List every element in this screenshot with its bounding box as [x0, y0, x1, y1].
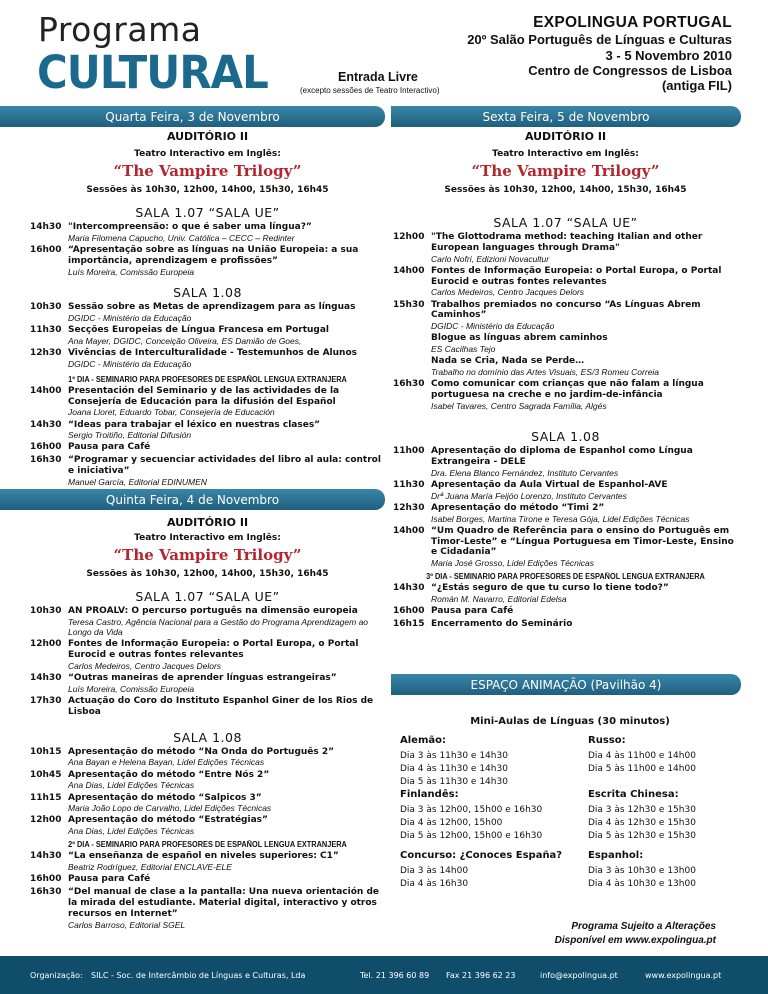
lesson-time: Dia 4 às 10h30 e 13h00 — [588, 879, 696, 890]
event-speaker: ES Cacilhas Tejo — [431, 344, 496, 355]
animation-bar: ESPAÇO ANIMAÇÃO (Pavilhão 4) — [391, 674, 741, 695]
seminar-title: 1º DIA - SEMINARIO PARA PROFESORES DE ESPAÑOL LENGUA EXTRANJERA — [68, 374, 347, 384]
event-item — [30, 325, 385, 336]
event-time: 14h30 — [393, 583, 425, 594]
event-time: 16h30 — [30, 455, 62, 466]
lesson-block-chinese — [588, 789, 743, 843]
event-speaker: Carlos Barroso, Editorial SGEL — [68, 919, 186, 930]
event-speaker: Isabel Tavares, Centro Sagrada Família, Algés — [431, 400, 607, 411]
lesson-time: Dia 4 às 11h30 e 14h30 — [400, 764, 508, 775]
event-speaker: DGIDC - Ministério da Educação — [68, 312, 192, 323]
event-item — [30, 455, 385, 477]
event-time: 16h00 — [30, 874, 62, 885]
lesson-time: Dia 4 às 12h00, 15h00 — [400, 818, 503, 829]
play-sessions: Sessões às 10h30, 12h00, 14h00, 15h30, 16h45 — [86, 569, 329, 579]
event-time: 15h30 — [393, 299, 425, 310]
play-title: “The Vampire Trilogy” — [113, 162, 302, 180]
friday-section — [393, 130, 738, 630]
event-speaker: Maria João Lopo de Carvalho, Lidel Edições Técnicas — [68, 803, 272, 814]
lesson-times — [400, 750, 565, 789]
event-item — [393, 379, 738, 401]
footer-fax: Fax 21 396 62 23 — [446, 970, 516, 980]
event-item — [393, 619, 738, 630]
event-item — [393, 526, 738, 558]
event-title: Secções Europeias de Língua Francesa em Portugal — [68, 324, 330, 335]
event-title: Apresentação da Aula Virtual de Espanhol-AVE — [431, 479, 668, 490]
lesson-name: Alemão: — [400, 735, 446, 746]
event-title: AN PROALV: O percurso português na dimensão europeia — [68, 606, 358, 616]
lesson-block-finnish — [400, 789, 575, 843]
room-title: SALA 1.08 — [173, 729, 242, 745]
event-time: 14h30 — [30, 851, 62, 862]
event-dates: 3 - 5 Novembro 2010 — [605, 47, 732, 63]
seminar-events — [30, 851, 385, 929]
event-title: Encerramento do Seminário — [431, 619, 573, 630]
event-time: 16h00 — [393, 606, 425, 617]
lesson-time: Dia 5 às 11h30 e 14h30 — [400, 777, 508, 788]
event-item — [30, 639, 385, 661]
auditorium-title: AUDITÓRIO II — [166, 516, 249, 529]
event-title: “Apresentação sobre as línguas na União Europeia: a sua importância, aprendizagem e profissões” — [68, 244, 359, 266]
lesson-times — [400, 804, 575, 843]
event-title: "The Glottodrama method: teaching Italian and other European languages through Drama" — [431, 232, 703, 253]
event-speaker: Ana Mayer, DGIDC, Conceição Oliveira, ES Damião de Goes, — [68, 335, 302, 346]
lesson-name: Finlandês: — [400, 789, 459, 800]
event-item — [30, 442, 385, 453]
room-title: SALA 1.07 “SALA UE” — [135, 205, 280, 220]
day-bar-thursday: Quinta Feira, 4 de Novembro — [0, 489, 385, 510]
event-speaker: Teresa Castro, Agência Nacional para a Gestão do Programa Aprendizagem ao Longo da Vida — [68, 616, 369, 637]
lesson-time: Dia 3 às 12h30 e 15h30 — [588, 805, 696, 815]
lesson-times — [400, 865, 585, 891]
event-subtitle: 20º Salão Português de Línguas e Culturas — [467, 32, 732, 48]
day-bar-friday: Sexta Feira, 5 de Novembro — [391, 106, 741, 127]
event-title: Vivências de Interculturalidade - Testemunhos de Alunos — [68, 347, 357, 358]
event-time: 14h00 — [30, 385, 62, 396]
event-item — [30, 386, 385, 408]
event-title: Pausa para Café — [68, 442, 151, 453]
event-time: 11h30 — [30, 324, 62, 335]
event-speaker: Maria Filomena Capucho, Univ. Católica – CECC – Redinter — [68, 232, 295, 243]
room-title: SALA 1.08 — [173, 284, 242, 300]
room-title: SALA 1.08 — [531, 429, 600, 445]
event-speaker: Isabel Borges, Martina Tirone e Teresa Gója, Lidel Edições Técnicas — [431, 513, 690, 524]
event-item — [30, 770, 385, 781]
event-item — [30, 851, 385, 862]
event-speaker: Beatriz Rodríguez, Editorial ENCLAVE-ELE — [68, 862, 232, 873]
event-time: 11h30 — [393, 479, 425, 490]
play-title: “The Vampire Trilogy” — [113, 546, 302, 564]
auditorium-subtitle: Teatro Interactivo em Inglês: — [134, 533, 281, 543]
lesson-time: Dia 3 às 12h00, 15h00 e 16h30 — [400, 805, 543, 815]
event-item — [30, 696, 385, 718]
event-item — [30, 302, 385, 313]
event-title: “Programar y secuenciar actividades del libro al aula: control e iniciativa” — [68, 455, 381, 477]
note-website: Disponível em www.expolingua.pt — [554, 934, 716, 946]
event-item — [30, 348, 385, 359]
lesson-time: Dia 4 às 16h30 — [400, 879, 469, 890]
event-title: Fontes de Informação Europeia: o Portal Europa, o Portal Eurocid e outras fontes relevantes — [431, 265, 722, 287]
event-speaker: Luís Moreira, Comissão Europeia — [68, 266, 195, 277]
auditorium-subtitle: Teatro Interactivo em Inglês: — [492, 149, 639, 159]
room-events — [30, 747, 385, 837]
event-speaker: Ana Bayan e Helena Bayan, Lidel Edições Técnicas — [68, 757, 265, 768]
event-time: 16h30 — [30, 887, 62, 898]
event-item — [393, 446, 738, 468]
room-title: SALA 1.07 “SALA UE” — [135, 589, 280, 604]
event-time: 11h00 — [393, 446, 425, 457]
lesson-name: Concurso: ¿Conoces España? — [400, 850, 563, 861]
event-item — [393, 356, 738, 367]
lesson-block-russian — [588, 735, 743, 776]
seminar-events — [30, 386, 385, 487]
event-title: Apresentação do método “Salpicos 3” — [68, 792, 262, 803]
note-changes: Programa Sujeito a Alterações — [571, 921, 716, 932]
event-time: 12h00 — [30, 639, 62, 650]
event-time: 14h00 — [393, 265, 425, 276]
lesson-name: Espanhol: — [588, 850, 644, 861]
room-events — [393, 232, 738, 411]
event-time: 10h15 — [30, 746, 62, 757]
play-title: “The Vampire Trilogy” — [471, 162, 660, 180]
event-time: 10h45 — [30, 769, 62, 780]
play-sessions: Sessões às 10h30, 12h00, 14h00, 15h30, 16h45 — [444, 185, 687, 195]
event-title: Sessão sobre as Metas de aprendizagem para as línguas — [68, 301, 356, 312]
room-title: SALA 1.07 “SALA UE” — [493, 215, 638, 230]
event-info — [467, 14, 732, 94]
event-item — [30, 747, 385, 758]
room-events — [30, 222, 385, 277]
event-speaker: Drª Juana María Feijóo Lorenzo, Instituto Cervantes — [431, 490, 627, 501]
auditorium-title: AUDITÓRIO II — [524, 130, 607, 143]
event-speaker: Carlo Nofri, Edizioni Novacultur — [431, 253, 550, 264]
logo-cultural: CULTURAL — [37, 46, 268, 99]
event-time: 16h00 — [30, 244, 62, 255]
event-speaker: Maria José Grosso, Lidel Edições Técnicas — [431, 558, 594, 569]
event-time: 16h30 — [393, 379, 425, 390]
event-item — [30, 245, 385, 267]
lesson-times — [588, 804, 743, 843]
event-speaker: Dra. Elena Blanco Fernández, Instituto Cervantes — [431, 467, 619, 478]
event-time: 11h15 — [30, 792, 62, 803]
event-time — [393, 356, 431, 367]
event-time: 14h30 — [30, 222, 62, 232]
event-item — [30, 887, 385, 919]
event-time: 12h00 — [30, 815, 62, 826]
event-item — [30, 793, 385, 804]
event-title: EXPOLINGUA PORTUGAL — [533, 14, 732, 31]
thursday-section — [30, 516, 385, 930]
event-time: 14h00 — [393, 525, 425, 536]
event-time: 16h00 — [30, 442, 62, 453]
event-title: Apresentação do diploma de Espanhol como Língua Extrangeira - DELE — [431, 446, 693, 467]
event-speaker: Joana Lloret, Eduardo Tobar, Consejería de Educación — [68, 407, 275, 418]
lesson-block-german — [400, 735, 565, 789]
event-title: Apresentação do método “Na Onda do Português 2” — [68, 746, 335, 757]
lesson-block-spanish — [588, 850, 743, 891]
seminar-events — [393, 583, 738, 630]
lesson-time: Dia 5 às 12h30 e 15h30 — [588, 831, 696, 842]
event-time: 16h15 — [393, 619, 425, 630]
event-title: Apresentação do método “Estratégias” — [68, 815, 268, 826]
event-speaker: Luís Moreira, Comissão Europeia — [68, 683, 195, 694]
event-title: Nada se Cria, Nada se Perde… — [431, 356, 585, 367]
event-item — [30, 673, 385, 684]
lesson-time: Dia 4 às 12h30 e 15h30 — [588, 818, 696, 829]
event-title: Fontes de Informação Europeia: o Portal Europa, o Portal Eurocid e outras fontes relevantes — [68, 639, 359, 660]
mini-lessons-title: Mini-Aulas de Línguas (30 minutos) — [470, 716, 670, 727]
lesson-name: Russo: — [588, 735, 626, 746]
lesson-time: Dia 3 às 14h00 — [400, 866, 469, 876]
seminar-title: 3º DIA - SEMINARIO PARA PROFESORES DE ESPAÑOL LENGUA EXTRANJERA — [426, 572, 705, 582]
lesson-time: Dia 3 às 10h30 e 13h00 — [588, 866, 696, 876]
event-item — [393, 232, 738, 254]
event-item — [30, 815, 385, 826]
event-speaker: Manuel García, Editorial EDINUMEN — [68, 476, 207, 487]
event-item — [393, 583, 738, 594]
event-title: Como comunicar com crianças que não falam a língua portuguesa na creche e no jardim-de-infância — [431, 379, 704, 401]
room-events — [30, 606, 385, 718]
event-speaker: Carlos Medeiros, Centro Jacques Delors — [431, 287, 585, 298]
event-time: 14h30 — [30, 672, 62, 683]
event-speaker: Ana Dias, Lidel Edições Técnicas — [68, 780, 195, 791]
event-title: Trabalhos premiados no concurso “As Línguas Abrem Caminhos” — [431, 299, 701, 321]
room-events — [30, 302, 385, 369]
event-title: Apresentação do método “Timi 2” — [431, 502, 605, 513]
event-time: 17h30 — [30, 695, 62, 706]
event-item — [30, 420, 385, 431]
event-item — [30, 874, 385, 885]
day-bar-wednesday: Quarta Feira, 3 de Novembro — [0, 106, 385, 127]
lesson-time: Dia 3 às 11h30 e 14h30 — [400, 751, 508, 761]
event-item — [393, 300, 738, 322]
event-item — [393, 606, 738, 617]
footer-email: info@expolingua.pt — [540, 970, 618, 980]
excepto-note: (excepto sessões de Teatro Interactivo) — [300, 86, 440, 95]
event-title: Actuação do Coro do Instituto Espanhol Giner de los Rios de Lisboa — [68, 695, 374, 717]
event-item — [30, 606, 385, 617]
footer-org-label: Organização: — [30, 970, 83, 980]
event-time: 12h30 — [393, 502, 425, 513]
event-title: Pausa para Café — [431, 606, 514, 617]
footer-tel: Tel. 21 396 60 89 — [360, 970, 430, 980]
event-title: “La enseñanza de español en niveles superiores: C1” — [68, 851, 339, 862]
event-time: 14h30 — [30, 419, 62, 430]
event-title: “Del manual de clase a la pantalla: Una nueva orientación de la mirada del estudiante. Material digital, interactivo y otros recursos en Internet” — [68, 887, 380, 919]
event-speaker: DGIDC - Ministério da Educação — [68, 358, 192, 369]
lesson-name: Escrita Chinesa: — [588, 789, 679, 800]
auditorium-subtitle: Teatro Interactivo em Inglês: — [134, 149, 281, 159]
event-title: "Intercompreensão: o que é saber uma língua?” — [68, 222, 312, 232]
event-title: Pausa para Café — [68, 874, 151, 885]
event-venue-note: (antiga FIL) — [661, 78, 732, 94]
event-speaker: Sergio Troitiño, Editorial Difusión — [68, 430, 192, 441]
auditorium-title: AUDITÓRIO II — [166, 130, 249, 143]
event-speaker: Ana Dias, Lidel Edições Técnicas — [68, 826, 195, 837]
event-speaker: Román M. Navarro, Editorial Edelsa — [431, 594, 567, 605]
footer — [0, 956, 768, 994]
event-time: 12h00 — [393, 232, 425, 242]
event-title: “Um Quadro de Referência para o ensino do Português em Timor-Leste” e “Língua Portuguesa em Timor-Leste, Ensino e Cidadania” — [431, 525, 734, 558]
play-sessions: Sessões às 10h30, 12h00, 14h00, 15h30, 16h45 — [86, 185, 329, 195]
event-item — [393, 503, 738, 514]
wednesday-section — [30, 130, 385, 487]
event-time — [393, 333, 431, 344]
event-time: 12h30 — [30, 347, 62, 358]
logo-programa: Programa — [38, 10, 202, 49]
entrada-livre: Entrada Livre — [338, 70, 418, 84]
event-title: “Ideas para trabajar el léxico en nuestras clases” — [68, 419, 321, 430]
lesson-time: Dia 5 às 11h00 e 14h00 — [588, 764, 696, 775]
event-title: Apresentação do método “Entre Nós 2” — [68, 769, 270, 780]
lesson-times — [588, 750, 743, 776]
event-speaker: Carlos Medeiros, Centro Jacques Delors — [68, 660, 222, 671]
seminar-title: 2º DIA - SEMINARIO PARA PROFESORES DE ESPAÑOL LENGUA EXTRANJERA — [68, 840, 347, 850]
footer-website: www.expolingua.pt — [645, 970, 722, 980]
event-item — [393, 480, 738, 491]
event-speaker: DGIDC - Ministério da Educação — [431, 321, 555, 332]
room-events — [393, 446, 738, 568]
event-time: 10h30 — [30, 301, 62, 312]
lesson-block-contest — [400, 850, 585, 891]
program-note — [456, 920, 716, 947]
event-item — [393, 333, 738, 344]
footer-org: SILC - Soc. de Intercâmbio de Línguas e Culturas, Lda — [91, 970, 306, 980]
event-time: 10h30 — [30, 606, 62, 616]
event-title: Presentación del Seminario y de las actividades de la Consejería de Educación para la difusión del Español — [68, 385, 340, 407]
lesson-time: Dia 5 às 12h00, 15h00 e 16h30 — [400, 831, 543, 842]
event-title: Blogue as línguas abrem caminhos — [431, 333, 608, 344]
event-title: “¿Estás seguro de que tu curso lo tiene todo?” — [431, 583, 669, 594]
event-item — [393, 266, 738, 288]
lesson-times — [588, 865, 743, 891]
event-venue: Centro de Congressos de Lisboa — [528, 62, 732, 78]
event-title: “Outras maneiras de aprender línguas estrangeiras” — [68, 672, 337, 683]
event-item — [30, 222, 385, 233]
lesson-time: Dia 4 às 11h00 e 14h00 — [588, 751, 696, 761]
event-speaker: Trabalho no domínio das Artes Visuais, ES/3 Romeu Correia — [431, 367, 660, 378]
